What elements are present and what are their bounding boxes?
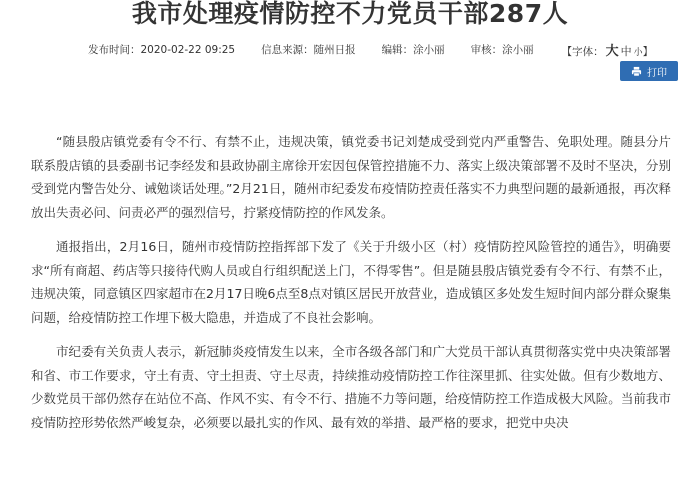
paragraph: 通报指出，2月16日，随州市疫情防控指挥部下发了《关于升级小区（村）疫情防控风险管控的通告》，明确要求“所有商超、药店等只接待代购人员或自行组织配送上门，不得零售”。但是随县殷店镇党委有令不行、有禁不止，违规决策，同意镇区四家超市在2月17日晚6点至8点对镇区居民开放营业，造成镇区多处发生短时间内部分群众聚集问题，给疫情防控工作埋下极大隐患，并造成了不良社会影响。 — [31, 239, 671, 325]
publish-time: 发布时间：2020-02-22 09:25 — [88, 44, 236, 56]
article-meta — [88, 40, 653, 59]
font-size-close: 】 — [642, 46, 654, 58]
article-title: 我市处理疫情防控不力党员干部287人 — [131, 0, 569, 28]
paragraph: “随县殷店镇党委有令不行、有禁不止，违规决策，镇党委书记刘楚成受到党内严重警告、免职处理。随县分片联系殷店镇的县委副书记李经发和县政协副主席徐开宏因包保管控措施不力、落实上级决策部署不及时不坚决，分别受到党内警告处分、诫勉谈话处理。”2月21日，随州市纪委发布疫情防控责任落实不力典型问题的最新通报，再次释放出失责必问、问责必严的强烈信号，拧紧疫情防控的作风发条。 — [31, 134, 671, 220]
article-body — [31, 130, 671, 445]
font-size-small-link[interactable]: 小 — [633, 48, 643, 58]
print-button[interactable] — [620, 61, 678, 81]
font-size-control — [562, 40, 654, 59]
printer-icon — [631, 66, 642, 77]
font-size-label: 【字体： — [561, 46, 604, 58]
reviewer: 审核：涂小丽 — [470, 44, 534, 56]
info-source: 信息来源：随州日报 — [261, 44, 356, 56]
font-size-medium-link[interactable]: 中 — [620, 45, 632, 58]
print-label: 打印 — [647, 67, 667, 79]
editor: 编辑：涂小丽 — [381, 44, 445, 56]
font-size-large-link[interactable]: 大 — [605, 44, 619, 59]
paragraph: 市纪委有关负责人表示，新冠肺炎疫情发生以来，全市各级各部门和广大党员干部认真贯彻落实党中央决策部署和省、市工作要求，守土有责、守土担责、守土尽责，持续推动疫情防控工作往深里抓、往实处做。但有少数地方、少数党员干部仍然存在站位不高、作风不实、有令不行、措施不力等问题，给疫情防控工作造成极大风险。当前我市疫情防控形势依然严峻复杂，必须要以最扎实的作风、最有效的举措、最严格的要求，把党中央决 — [31, 344, 671, 430]
